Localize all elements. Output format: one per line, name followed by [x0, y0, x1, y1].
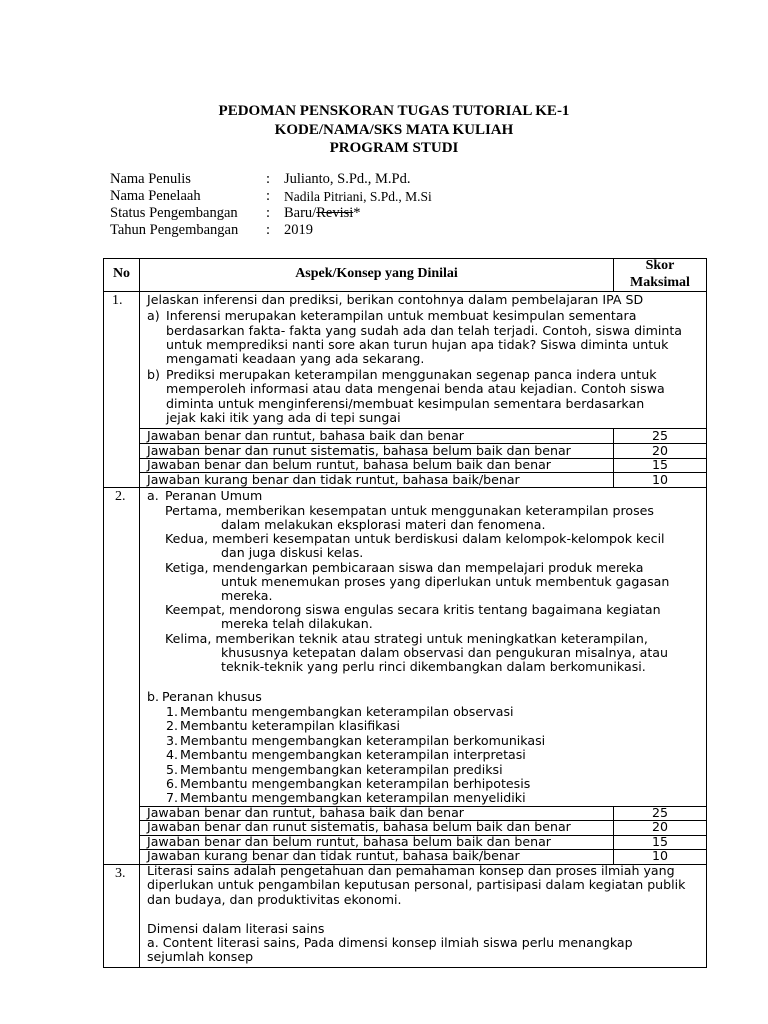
q1-rubric-text: Jawaban kurang benar dan tidak runtut, bahasa baik/benar	[147, 472, 520, 487]
q2-rubric-score: 15	[651, 834, 669, 849]
q1-a-line: untuk memprediksi nanti sore akan turun hujan apa tidak? Siswa diminta untuk	[166, 337, 669, 352]
meta-tahun-value: 2019	[284, 222, 313, 238]
q2-rubric-text: Jawaban benar dan runut sistematis, bahasa belum baik dan benar	[147, 819, 571, 834]
q1-question: Jelaskan inferensi dan prediksi, berikan contohnya dalam pembelajaran IPA SD	[147, 292, 644, 307]
q1-a-line: Inferensi merupakan keterampilan untuk membuat kesimpulan sementara	[166, 308, 637, 323]
q2-a-line: Keempat, mendorong siswa engulas secara kritis tentang bagaimana kegiatan	[165, 602, 661, 617]
q2-b-item-number: 2.	[166, 718, 179, 733]
q2-a-line: untuk menemukan proses yang diperlukan untuk membentuk gagasan	[221, 574, 670, 589]
q1-rubric-score: 15	[651, 457, 669, 472]
q2-b-item-number: 1.	[166, 704, 179, 719]
table-border-bottom	[103, 967, 707, 968]
q3-dimensi-title: Dimensi dalam literasi sains	[147, 921, 325, 936]
q2-a-line: Ketiga, mendengarkan pembicaraan siswa dan mempelajari produk mereka	[165, 560, 644, 575]
header-no: No	[112, 266, 131, 281]
status-revisi-struck: Revisi	[316, 205, 354, 221]
q2-b-item-number: 6.	[166, 776, 179, 791]
q2-rubric-text: Jawaban benar dan runtut, bahasa baik dan benar	[147, 805, 464, 820]
meta-separator: :	[266, 222, 271, 238]
question-number: 1.	[112, 293, 123, 308]
table-border-right	[706, 258, 707, 968]
status-baru: Baru/	[284, 205, 317, 221]
q1-rubric-score: 25	[651, 428, 669, 443]
question-number: 2.	[115, 489, 126, 504]
q2-a-line: dan juga diskusi kelas.	[221, 545, 364, 560]
q2-rubric-score: 25	[651, 805, 669, 820]
q2-rubric-score: 20	[651, 819, 669, 834]
meta-separator: :	[266, 188, 271, 204]
meta-separator: :	[266, 205, 271, 221]
q2-a-line: Kelima, memberikan teknik atau strategi untuk meningkatkan keterampilan,	[165, 631, 648, 646]
q2-b-marker: b.	[147, 689, 159, 704]
q1-b-line: memperoleh informasi atau data mengenai benda atau kejadian. Contoh siswa	[166, 381, 665, 396]
q2-b-item: Membantu mengembangkan keterampilan prediksi	[180, 762, 503, 777]
q1-rubric-score: 10	[651, 472, 669, 487]
question-number: 3.	[115, 866, 126, 881]
q1-a-marker: a)	[147, 308, 160, 323]
q2-a-line: Kedua, memberi kesempatan untuk berdiskusi dalam kelompok-kelompok kecil	[165, 531, 665, 546]
q1-b-line: Prediksi merupakan keterampilan menggunakan segenap panca indera untuk	[166, 367, 657, 382]
title-line-1: PEDOMAN PENSKORAN TUGAS TUTORIAL KE-1	[218, 103, 570, 119]
meta-tahun-label: Tahun Pengembangan	[110, 222, 239, 238]
q1-b-line: jejak kaki itik yang ada di tepi sungai	[166, 410, 401, 425]
header-maksimal: Maksimal	[630, 275, 690, 290]
q2-a-line: Pertama, memberikan kesempatan untuk menggunakan keterampilan proses	[165, 503, 654, 518]
q2-rubric-text: Jawaban benar dan belum runtut, bahasa belum baik dan benar	[147, 834, 551, 849]
q2-b-item: Membantu mengembangkan keterampilan interpretasi	[180, 747, 526, 762]
table-border-left	[103, 258, 104, 968]
q2-a-marker: a.	[147, 488, 159, 503]
meta-penulis-label: Nama Penulis	[110, 171, 191, 187]
title-line-2: KODE/NAMA/SKS MATA KULIAH	[274, 122, 514, 138]
q1-rubric-text: Jawaban benar dan runtut, bahasa baik dan benar	[147, 428, 464, 443]
q3-dimensi-line: sejumlah konsep	[147, 949, 254, 964]
meta-separator: :	[266, 171, 271, 187]
q2-b-title: Peranan khusus	[162, 689, 262, 704]
q2-rubric-score: 10	[651, 848, 669, 863]
q1-a-line: mengamati keadaan yang ada sekarang.	[166, 351, 425, 366]
q1-a-line: berdasarkan fakta- fakta yang sudah ada dan telah terjadi. Contoh, siswa diminta	[166, 323, 683, 338]
meta-penulis-value: Julianto, S.Pd., M.Pd.	[284, 171, 411, 187]
q2-b-item-number: 5.	[166, 762, 179, 777]
q1-b-line: diminta untuk menginferensi/membuat kesimpulan sementara berdasarkan	[166, 396, 645, 411]
q3-line: Literasi sains adalah pengetahuan dan pemahaman konsep dan proses ilmiah yang	[147, 863, 675, 878]
q2-a-line: dalam melakukan eksplorasi materi dan fenomena.	[221, 517, 546, 532]
q2-b-item: Membantu mengembangkan keterampilan berhipotesis	[180, 776, 531, 791]
q2-a-line: teknik-teknik yang perlu rinci dikembangkan dalam berkomunikasi.	[221, 659, 646, 674]
q2-a-line: mereka.	[221, 588, 273, 603]
q1-rubric-score: 20	[651, 443, 669, 458]
header-aspek: Aspek/Konsep yang Dinilai	[295, 266, 458, 281]
meta-penelaah-label: Nama Penelaah	[110, 188, 201, 204]
status-asterisk: *	[353, 205, 361, 221]
q2-b-item-number: 3.	[166, 733, 179, 748]
q2-a-title: Peranan Umum	[165, 488, 263, 503]
q3-line: diperlukan untuk pengambilan keputusan personal, partisipasi dalam kegiatan publik	[147, 877, 686, 892]
q3-line: dan budaya, dan produktivitas ekonomi.	[147, 892, 402, 907]
q2-b-item: Membantu keterampilan klasifikasi	[180, 718, 400, 733]
meta-penelaah-value: Nadila Pitriani, S.Pd., M.Si	[284, 189, 432, 204]
q2-b-item: Membantu mengembangkan keterampilan menyelidiki	[180, 790, 526, 805]
q2-b-item: Membantu mengembangkan keterampilan observasi	[180, 704, 514, 719]
q1-rubric-text: Jawaban benar dan belum runtut, bahasa belum baik dan benar	[147, 457, 551, 472]
q3-dimensi-line: a. Content literasi sains, Pada dimensi konsep ilmiah siswa perlu menangkap	[147, 935, 633, 950]
table-divider-no	[139, 258, 140, 968]
q2-a-line: mereka telah dilakukan.	[221, 616, 373, 631]
q2-b-item-number: 7.	[166, 790, 179, 805]
q1-b-marker: b)	[147, 367, 160, 382]
meta-status-label: Status Pengembangan	[110, 205, 238, 221]
q1-rubric-text: Jawaban benar dan runut sistematis, bahasa belum baik dan benar	[147, 443, 571, 458]
q2-b-item: Membantu mengembangkan keterampilan berkomunikasi	[180, 733, 546, 748]
meta-status-value	[284, 205, 361, 222]
q2-b-item-number: 4.	[166, 747, 179, 762]
q2-rubric-text: Jawaban kurang benar dan tidak runtut, bahasa baik/benar	[147, 848, 520, 863]
q2-a-line: khususnya ketepatan dalam observasi dan pengukuran misalnya, atau	[221, 645, 668, 660]
title-line-3: PROGRAM STUDI	[329, 140, 459, 156]
header-skor: Skor	[645, 258, 675, 273]
